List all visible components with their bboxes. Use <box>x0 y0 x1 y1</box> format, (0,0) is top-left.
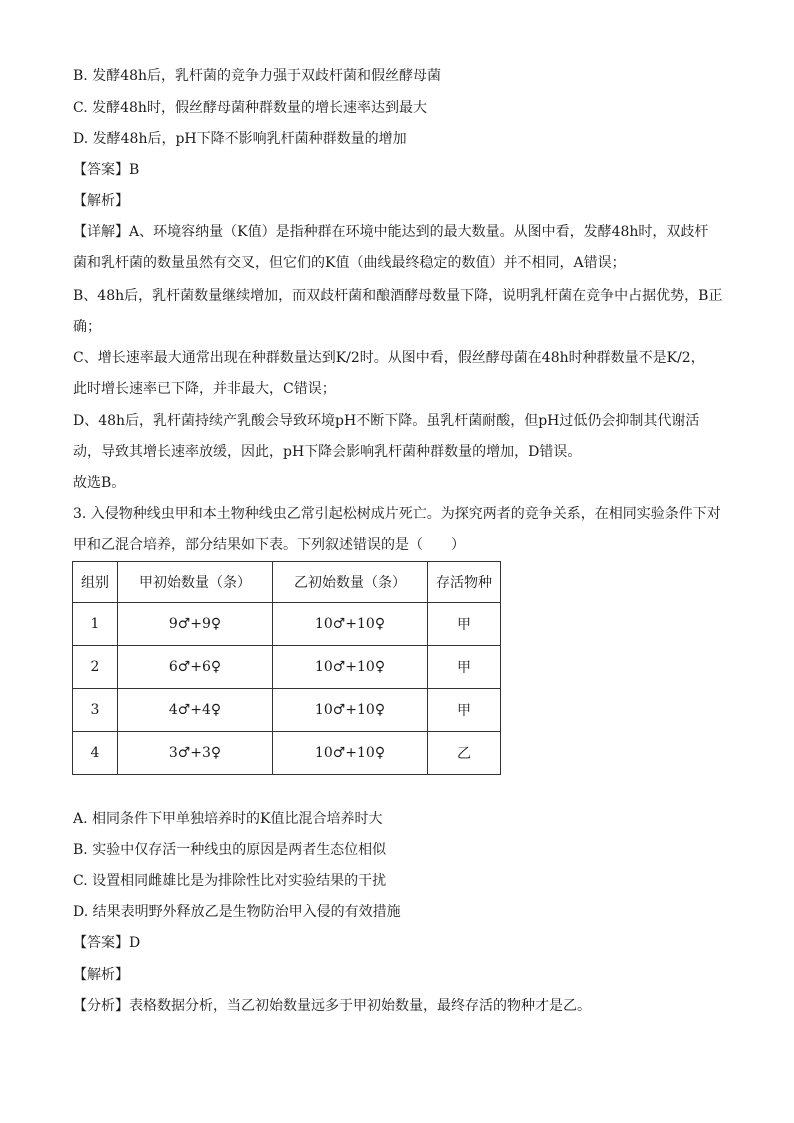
table-cell: 9♂+9♀ <box>118 603 273 646</box>
table-header-row <box>73 562 501 603</box>
table-row <box>73 732 501 775</box>
table-row <box>73 689 501 732</box>
option-d: D. 结果表明野外释放乙是生物防治甲入侵的有效措施 <box>73 904 401 920</box>
results-table <box>72 561 501 775</box>
option-b: B. 实验中仅存活一种线虫的原因是两者生态位相似 <box>73 842 387 858</box>
table-cell: 6♂+6♀ <box>118 646 273 689</box>
table-cell: 甲 <box>428 646 501 689</box>
table-cell: 10♂+10♀ <box>273 732 428 775</box>
option-c: C. 设置相同雌雄比是为排除性比对实验结果的干扰 <box>73 873 387 889</box>
analysis-text: 【分析】表格数据分析，当乙初始数量远多于甲初始数量，最终存活的物种才是乙。 <box>73 998 591 1014</box>
explanation-line: 此时增长速率已下降，并非最大，C错误； <box>73 381 336 397</box>
table-header-cell: 甲初始数量（条） <box>118 562 273 603</box>
table-header-cell: 组别 <box>73 562 118 603</box>
table-header-cell: 存活物种 <box>428 562 501 603</box>
answer-label: 【答案】D <box>73 935 141 951</box>
table-cell: 10♂+10♀ <box>273 646 428 689</box>
option-c-prev: C. 发酵48h时，假丝酵母菌种群数量的增长速率达到最大 <box>73 100 427 116</box>
explanation-line: D、48h后，乳杆菌持续产乳酸会导致环境pH不断下降。虽乳杆菌耐酸，但pH过低仍会抑制其代谢活 <box>73 413 700 429</box>
explanation-line: 【详解】A、环境容纳量（K值）是指种群在环境中能达到的最大数量。从图中看，发酵48h时，双歧杆 <box>73 224 709 240</box>
table-cell: 2 <box>73 646 118 689</box>
table-cell: 3♂+3♀ <box>118 732 273 775</box>
question-3-stem: 甲和乙混合培养，部分结果如下表。下列叙述错误的是（ ） <box>73 537 465 553</box>
table-cell: 4 <box>73 732 118 775</box>
table-cell: 10♂+10♀ <box>273 689 428 732</box>
explanation-line: 动，导致其增长速率放缓，因此，pH下降会影响乳杆菌种群数量的增加，D错误。 <box>73 444 582 460</box>
analysis-label-prev: 【解析】 <box>73 193 129 209</box>
explanation-line: C、增长速率最大通常出现在种群数量达到K/2时。从图中看，假丝酵母菌在48h时种群数量不是K/2， <box>73 350 705 366</box>
table-cell: 乙 <box>428 732 501 775</box>
table-cell: 10♂+10♀ <box>273 603 428 646</box>
table-cell: 3 <box>73 689 118 732</box>
explanation-line: 菌和乳杆菌的数量虽然有交叉，但它们的K值（曲线最终稳定的数值）并不相同，A错误； <box>73 255 626 271</box>
table-cell: 1 <box>73 603 118 646</box>
option-a: A. 相同条件下甲单独培养时的K值比混合培养时大 <box>73 811 383 827</box>
option-d-prev: D. 发酵48h后，pH下降不影响乳杆菌种群数量的增加 <box>73 131 407 147</box>
analysis-label: 【解析】 <box>73 967 129 983</box>
table-cell: 甲 <box>428 603 501 646</box>
conclusion-line: 故选B。 <box>73 475 126 491</box>
question-3-stem: 3. 入侵物种线虫甲和本土物种线虫乙常引起松树成片死亡。为探究两者的竞争关系，在相同实验条件下对 <box>73 506 721 522</box>
option-b-prev: B. 发酵48h后，乳杆菌的竞争力强于双歧杆菌和假丝酵母菌 <box>73 68 442 84</box>
explanation-line: 确； <box>73 319 101 335</box>
answer-label-prev: 【答案】B <box>73 162 140 178</box>
table-header-cell: 乙初始数量（条） <box>273 562 428 603</box>
table-row <box>73 646 501 689</box>
table-row <box>73 603 501 646</box>
explanation-line: B、48h后，乳杆菌数量继续增加，而双歧杆菌和酿酒酵母数量下降，说明乳杆菌在竞争中占据优势，B正 <box>73 288 723 304</box>
table-cell: 4♂+4♀ <box>118 689 273 732</box>
table-cell: 甲 <box>428 689 501 732</box>
